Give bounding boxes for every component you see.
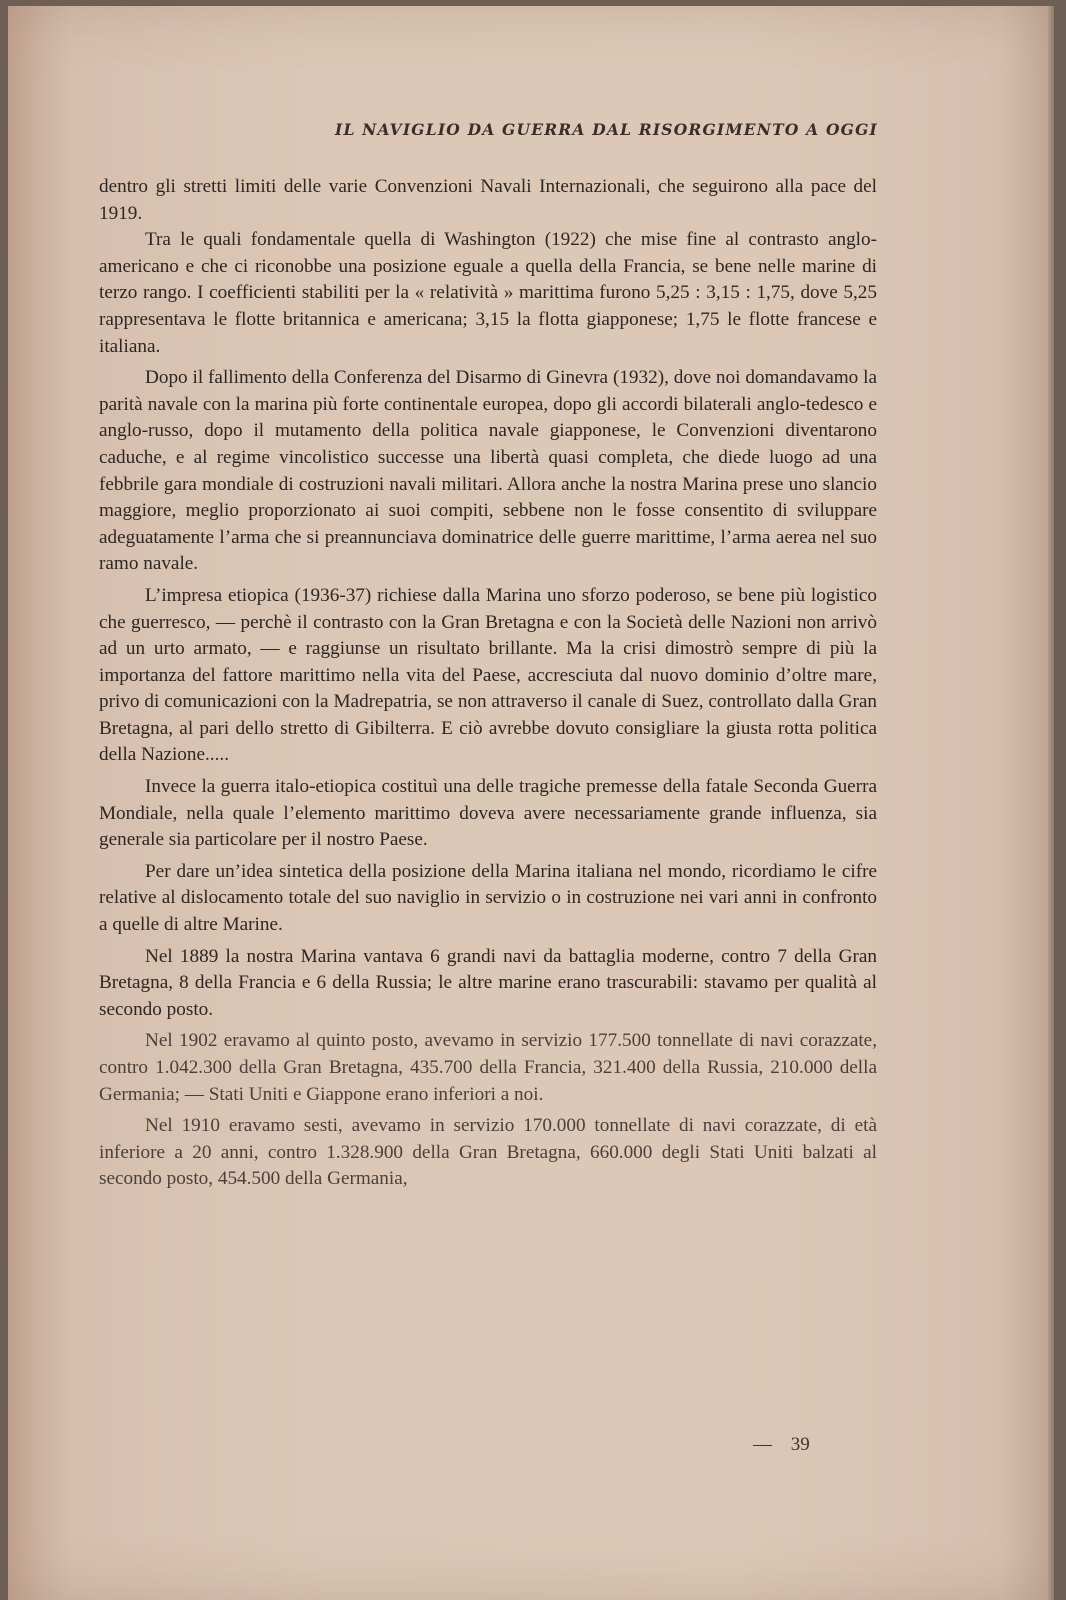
paragraph-1889: Nel 1889 la nostra Marina vantava 6 grandi navi da battaglia moderne, contro 7 della Gran Bretagna, 8 della Francia e 6 della Russia; le altre marine erano trascurabili: stavamo per qualità al secondo posto. — [99, 945, 877, 1020]
paragraph-seconda-guerra: Invece la guerra italo-etiopica costituì una delle tragiche premesse della fatale Seconda Guerra Mondiale, nella quale l’elemento marittimo doveva avere necessariamente grande influenza, sia generale sia particolare per il nostro Paese. — [99, 776, 877, 851]
page-number: 39 — [790, 1434, 810, 1455]
paragraph-1910: Nel 1910 eravamo sesti, avevamo in servizio 170.000 tonnellate di navi corazzate, di età inferiore a 20 anni, contro 1.328.900 della Gran Bretagna, 660.000 degli Stati Uniti balzati al secondo posto, 454.500 della Germania, — [99, 1115, 877, 1190]
page-number-footer — [753, 1434, 810, 1456]
paragraph-1902: Nel 1902 eravamo al quinto posto, avevamo in servizio 177.500 tonnellate di navi corazzate, contro 1.042.300 della Gran Bretagna, 435.700 della Francia, 321.400 della Russia, 210.000 della Germania; — Stati Uniti e Giappone erano inferiori a noi. — [99, 1030, 877, 1105]
paragraph-posizione-marina: Per dare un’idea sintetica della posizione della Marina italiana nel mondo, ricordiamo le cifre relative al dislocamento totale del suo naviglio in servizio o in costruzione nei vari anni in confronto a quelle di altre Marine. — [99, 860, 877, 936]
page-edge-shadow — [1048, 6, 1054, 1600]
paragraph-washington: Tra le quali fondamentale quella di Washington (1922) che mise fine al contrasto anglo-americano e che ci riconobbe una posizione eguale a quella della Francia, se bene nelle marine di terzo rango. I coefficienti stabiliti per la « relatività » marittima furono 5,25 : 3,15 : 1,75, dove 5,25 rappresentava le flotte britannica e americana; 3,15 la flotta giapponese; 1,75 le flotte francese e italiana. — [99, 229, 877, 357]
body-text — [99, 174, 877, 1193]
paragraph-ginevra: Dopo il fallimento della Conferenza del Disarmo di Ginevra (1932), dove noi domandavamo la parità navale con la marina più forte continentale europea, dopo gli accordi bilaterali anglo-tedesco e anglo-russo, dopo il mutamento della politica navale giapponese, le Convenzioni diventarono caduche, e al regime vincolistico successe una libertà quasi completa, che diede luogo ad una febbrile gara mondiale di costruzioni navali militari. Allora anche la nostra Marina prese uno slancio maggiore, meglio proporzionato ai suoi compiti, sebbene non le fosse consentito di sviluppare adeguatamente l’arma che si preannunciava dominatrice delle guerre marittime, l’arma aerea nel suo ramo navale. — [99, 367, 877, 575]
paragraph-etiopica: L’impresa etiopica (1936-37) richiese dalla Marina uno sforzo poderoso, se bene più logistico che guerresco, — perchè il contrasto con la Gran Bretagna e con la Società delle Nazioni non arrivò ad un urto armato, — e raggiunse un risultato brillante. Ma la crisi dimostrò sempre di più la importanza del fattore marittimo nella vita del Paese, accresciuta dal nuovo dominio d’oltre mare, privo di comunicazioni con la Madrepatria, se non attraverso il canale di Suez, controllato dalla Gran Bretagna, al pari dello stretto di Gibilterra. E ciò avrebbe dovuto consigliare la giusta rotta politica della Nazione..... — [99, 584, 877, 766]
book-page — [8, 6, 1054, 1600]
paragraph-continuation: dentro gli stretti limiti delle varie Convenzioni Navali Internazionali, che seguirono alla pace del 1919. — [99, 176, 877, 224]
running-title: IL NAVIGLIO DA GUERRA DAL RISORGIMENTO A OGGI — [335, 120, 878, 139]
page-number-dash: — — [753, 1434, 772, 1455]
